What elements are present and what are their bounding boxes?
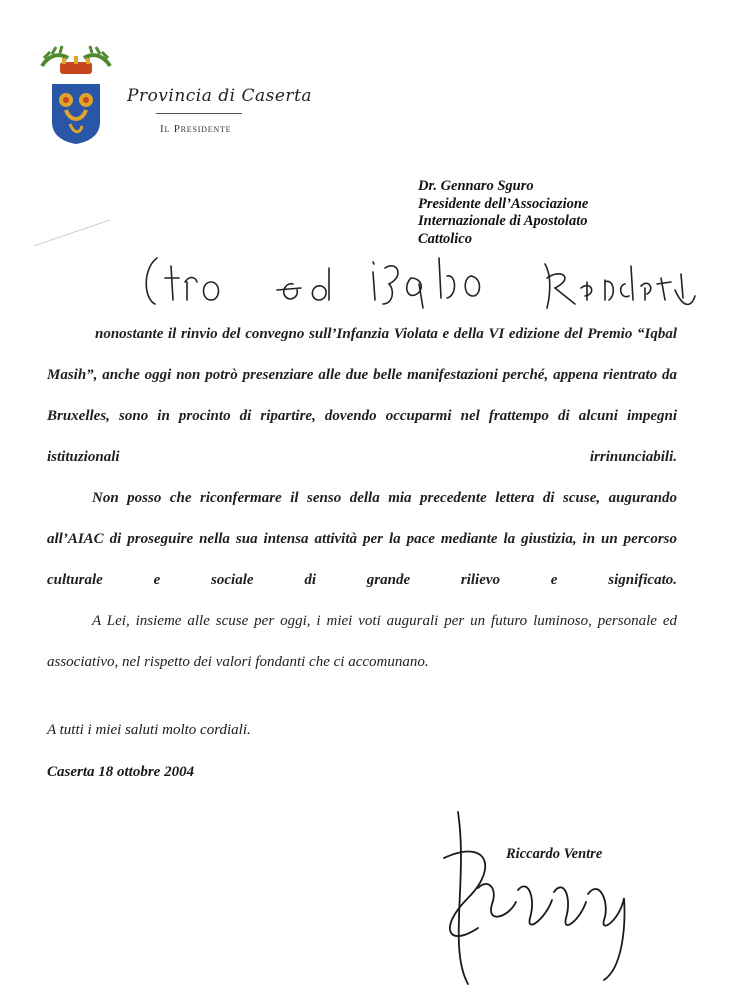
letter-body bbox=[47, 314, 677, 683]
addressee-line: Presidente dell’Associazione bbox=[418, 195, 589, 212]
letterhead-divider bbox=[156, 113, 242, 114]
place-and-date: Caserta 18 ottobre 2004 bbox=[47, 764, 195, 780]
institution-role: Il Presidente bbox=[160, 123, 232, 135]
institution-name: Provincia di Caserta bbox=[127, 86, 313, 106]
handwritten-signature bbox=[428, 808, 648, 988]
signer-name: Riccardo Ventre bbox=[506, 846, 603, 862]
closing-greeting: A tutti i miei saluti molto cordiali. bbox=[47, 722, 251, 738]
body-paragraph: A Lei, insieme alle scuse per oggi, i miei voti augurali per un futuro luminoso, personale ed associativo, nel rispetto dei valori fondanti che ci accomunano. bbox=[47, 613, 677, 670]
handwritten-salutation bbox=[135, 238, 700, 318]
stray-pen-mark bbox=[32, 216, 112, 250]
addressee-line: Cattolico bbox=[418, 230, 472, 247]
addressee-line: Internazionale di Apostolato bbox=[418, 213, 588, 229]
addressee-line: Dr. Gennaro Sguro bbox=[418, 178, 534, 194]
coat-of-arms-icon bbox=[38, 44, 114, 146]
body-paragraph: Non posso che riconfermare il senso della mia precedente lettera di scuse, augurando all’AIAC di proseguire nella sua intensa attività per la pace mediante la giustizia, in un percorso culturale e sociale di grande rilievo e significato. bbox=[47, 490, 677, 588]
body-paragraph: nonostante il rinvio del convegno sull’Infanzia Violata e della VI edizione del Premio “Iqbal Masih”, anche oggi non potrò presenziare alle due belle manifestazioni perché, appena rientrato da Bruxelles, sono in procinto di ripartire, dovendo occuparmi nel frattempo di alcuni impegni istituzionali irrinunciabili. bbox=[47, 326, 677, 465]
